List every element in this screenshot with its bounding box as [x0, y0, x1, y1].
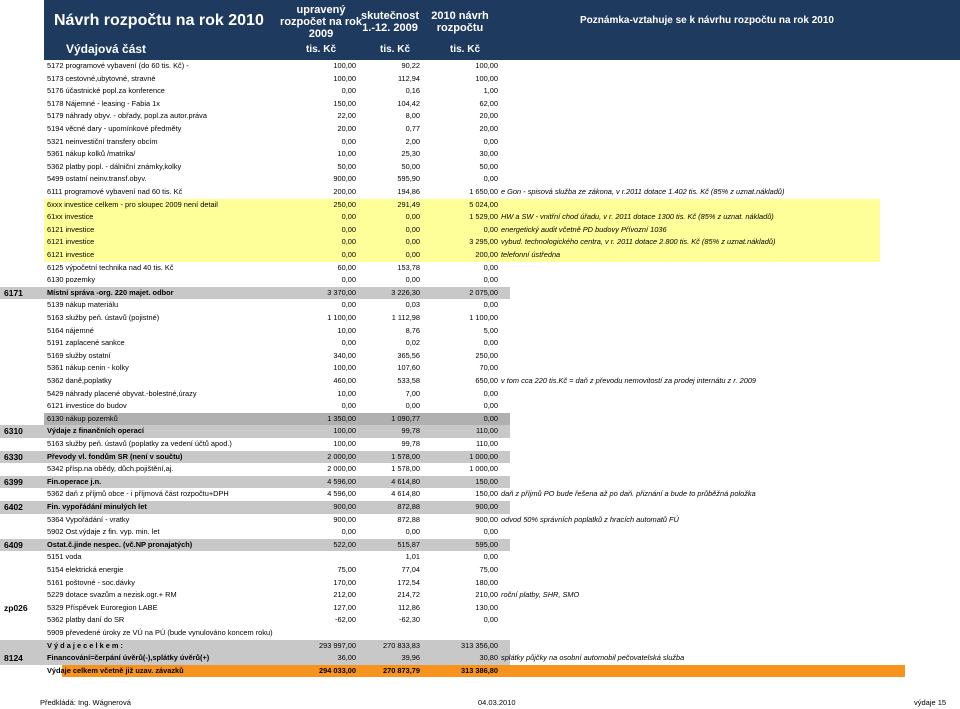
row-budget-2009: 0,00: [341, 136, 356, 146]
row-actual-2009: 291,49: [397, 199, 420, 209]
row-budget-2009: 293 997,00: [319, 640, 356, 650]
row-proposal-2010: 1 650,00: [469, 187, 498, 196]
row-actual-2009: 365,56: [397, 350, 420, 360]
row-proposal-2010: 250,00: [475, 350, 498, 360]
row-budget-2009: 0,00: [341, 338, 356, 348]
header-band: [44, 0, 960, 60]
table-row: [0, 640, 960, 653]
table-row: [0, 539, 960, 552]
row-proposal-2010: 900,00: [475, 502, 498, 511]
row-code: 6409: [4, 539, 23, 550]
row-budget-2009: 200,00: [333, 187, 356, 196]
row-label: 5151 voda: [47, 552, 82, 562]
row-label: Financování=čerpání úvěrů(-),splátky úvěrů(+): [47, 653, 210, 663]
table-row: [0, 110, 960, 123]
row-budget-2009: 1 100,00: [327, 313, 356, 322]
row-budget-2009: 100,00: [333, 439, 356, 448]
row-proposal-2010: 313 386,80: [461, 665, 498, 675]
row-label: 5173 cestovné,ubytovné, stravné: [47, 73, 156, 83]
table-row: [0, 173, 960, 186]
table-row: [0, 375, 960, 388]
table-row: [0, 501, 960, 514]
row-budget-2009: 2 000,00: [327, 451, 356, 461]
row-actual-2009: 872,88: [397, 514, 420, 524]
row-actual-2009: 77,04: [401, 565, 420, 574]
row-label: 5362 platby daní do SR: [47, 615, 125, 625]
row-label: 5194 věcné dary - upomínkové předměty: [47, 124, 182, 133]
row-label: 5179 náhrady obyv. - obřady, popl.za autor.práva: [47, 111, 207, 121]
table-row: [0, 476, 960, 489]
row-actual-2009: 153,78: [397, 262, 420, 272]
row-proposal-2010: 200,00: [475, 250, 498, 259]
row-label: 6130 nákup pozemků: [47, 413, 118, 423]
row-proposal-2010: 5,00: [483, 325, 498, 335]
row-budget-2009: 0,00: [341, 212, 356, 222]
row-label: 5161 poštovné - soc.dávky: [47, 577, 135, 587]
row-proposal-2010: 1 000,00: [469, 464, 498, 474]
table-row: [0, 564, 960, 577]
row-code: 8124: [4, 653, 23, 664]
table-row: [0, 350, 960, 363]
row-budget-2009: 0,00: [341, 86, 356, 96]
table-row: [0, 388, 960, 401]
row-proposal-2010: 100,00: [475, 73, 498, 83]
row-proposal-2010: 0,00: [483, 413, 498, 423]
table-row: [0, 514, 960, 527]
row-actual-2009: 515,87: [397, 539, 420, 549]
row-proposal-2010: 110,00: [475, 439, 498, 448]
row-note: energetický audit včetně PD budovy Přívozní 1036: [501, 224, 667, 234]
row-actual-2009: 112,94: [397, 73, 420, 83]
row-proposal-2010: 20,00: [479, 124, 498, 133]
row-budget-2009: 100,00: [333, 363, 356, 373]
row-proposal-2010: 0,00: [483, 136, 498, 146]
page-title: Návrh rozpočtu na rok 2010: [54, 12, 264, 29]
row-proposal-2010: 1 100,00: [469, 313, 498, 322]
table-row: [0, 451, 960, 464]
row-budget-2009: 100,00: [333, 61, 356, 70]
row-label: 5176 účastnické popl.za konference: [47, 86, 165, 96]
row-label: 6121 investice do budov: [47, 401, 127, 411]
row-proposal-2010: 0,00: [483, 552, 498, 562]
table-row: [0, 186, 960, 199]
row-proposal-2010: 5 024,00: [469, 199, 498, 209]
table-row: [0, 249, 960, 262]
table-row: [0, 551, 960, 564]
row-actual-2009: 39,96: [401, 653, 420, 663]
row-label: 5154 elektrická energie: [47, 565, 124, 574]
row-label: 5364 Vypořádání - vratky: [47, 514, 130, 524]
table-row: [0, 199, 960, 212]
row-actual-2009: -62,30: [399, 615, 420, 625]
table-row: [0, 123, 960, 136]
row-actual-2009: 0,00: [405, 527, 420, 537]
row-budget-2009: 75,00: [337, 565, 356, 574]
row-proposal-2010: 0,00: [483, 275, 498, 285]
row-code: zp026: [4, 602, 28, 613]
row-label: 5139 nákup materiálu: [47, 300, 119, 310]
row-actual-2009: 872,88: [397, 502, 420, 511]
table-row: [0, 236, 960, 249]
row-label: 5229 dotace svazům a nezisk.ogr.+ RM: [47, 590, 177, 600]
row-actual-2009: 0,77: [405, 124, 420, 133]
row-budget-2009: 294 033,00: [319, 665, 356, 675]
row-label: 5362 daň z příjmů obce - i příjmová část rozpočtu+DPH: [47, 489, 229, 499]
row-label: Výdaje celkem včetně již uzav. závazků: [47, 665, 184, 675]
table-row: [0, 614, 960, 627]
table-row: [0, 136, 960, 149]
row-note: splátky půjčky na osobní automobil pečovatelská služba: [501, 653, 685, 663]
row-label: 5163 služby peň. ústavů (pojistné): [47, 313, 160, 322]
row-proposal-2010: 210,00: [475, 590, 498, 600]
row-budget-2009: 0,00: [341, 275, 356, 285]
row-budget-2009: 20,00: [337, 124, 356, 133]
row-budget-2009: 50,00: [337, 161, 356, 171]
row-label: 5163 služby peň. ústavů (poplatky za vedení účtů apod.): [47, 439, 232, 448]
row-actual-2009: 25,30: [401, 149, 420, 159]
row-budget-2009: 522,00: [333, 539, 356, 549]
row-actual-2009: 8,00: [405, 111, 420, 121]
table-row: [0, 425, 960, 438]
row-proposal-2010: 0,00: [483, 527, 498, 537]
row-budget-2009: 60,00: [337, 262, 356, 272]
row-label: 6121 investice: [47, 250, 95, 259]
row-budget-2009: 900,00: [333, 502, 356, 511]
col-header-proposal-2010: 2010 návrh rozpočtu: [431, 10, 489, 34]
row-label: Výdaje z finančních operací: [47, 426, 144, 436]
row-actual-2009: 194,86: [397, 187, 420, 196]
row-actual-2009: 0,03: [405, 300, 420, 310]
row-code: 6399: [4, 476, 23, 487]
row-proposal-2010: 1 000,00: [469, 451, 498, 461]
table-row: [0, 148, 960, 161]
row-proposal-2010: 150,00: [475, 489, 498, 499]
row-actual-2009: 99,78: [401, 426, 420, 436]
row-budget-2009: 127,00: [333, 602, 356, 612]
row-actual-2009: 0,02: [405, 338, 420, 348]
row-proposal-2010: 3 295,00: [469, 237, 498, 247]
row-label: 5361 nákup kolků /matrika/: [47, 149, 136, 159]
row-budget-2009: 212,00: [333, 590, 356, 600]
row-label: Místní správa -org. 220 majet. odbor: [47, 287, 174, 297]
row-proposal-2010: 650,00: [475, 376, 498, 385]
row-actual-2009: 172,54: [397, 577, 420, 587]
table-row: [0, 400, 960, 413]
row-proposal-2010: 0,00: [483, 224, 498, 234]
row-proposal-2010: 0,00: [483, 338, 498, 348]
row-proposal-2010: 0,00: [483, 174, 498, 184]
row-budget-2009: 0,00: [341, 250, 356, 259]
row-proposal-2010: 180,00: [475, 577, 498, 587]
row-budget-2009: 250,00: [333, 199, 356, 209]
row-proposal-2010: 75,00: [479, 565, 498, 574]
row-actual-2009: 104,42: [397, 98, 420, 108]
row-proposal-2010: 20,00: [479, 111, 498, 121]
row-note: daň z příjmů PO bude řešena až po daň. přiznání a bude to průběžná položka: [501, 489, 756, 499]
row-label: 5902 Ost.výdaje z fin. vyp. min. let: [47, 527, 160, 537]
row-label: 6125 výpočetní technika nad 40 tis. Kč: [47, 262, 174, 272]
row-label: 61xx investice: [47, 212, 94, 222]
table-row: [0, 526, 960, 539]
row-actual-2009: 2,00: [405, 136, 420, 146]
row-actual-2009: 112,86: [397, 602, 420, 612]
row-actual-2009: 0,00: [405, 250, 420, 259]
unit-label-2: tis. Kč: [380, 44, 411, 55]
row-actual-2009: 1 090,77: [391, 413, 420, 423]
footer-author: Předkládá: Ing. Wágnerová: [40, 698, 131, 707]
table-row: [0, 337, 960, 350]
row-note: v tom cca 220 tis.Kč = daň z převodu nemovitostí za prodej internátu z r. 2009: [501, 376, 757, 385]
table-row: [0, 98, 960, 111]
row-budget-2009: 460,00: [333, 376, 356, 385]
row-label: 5164 nájemné: [47, 325, 94, 335]
row-proposal-2010: 0,00: [483, 300, 498, 310]
row-label: 6xxx investice celkem - pro sloupec 2009 není detail: [47, 199, 218, 209]
row-label: 5169 služby ostatní: [47, 350, 111, 360]
table-row: [0, 274, 960, 287]
row-actual-2009: 107,60: [397, 363, 420, 373]
table-row: [0, 312, 960, 325]
row-proposal-2010: 0,00: [483, 388, 498, 398]
row-proposal-2010: 0,00: [483, 401, 498, 411]
row-label: 6121 investice: [47, 237, 95, 247]
row-actual-2009: 1 578,00: [391, 451, 420, 461]
row-proposal-2010: 0,00: [483, 615, 498, 625]
row-label: 5429 náhrady placené obyvat.-bolestné,úrazy: [47, 388, 197, 398]
row-actual-2009: 0,00: [405, 401, 420, 411]
row-budget-2009: 150,00: [333, 98, 356, 108]
row-label: 5178 Nájemné - leasing - Fabia 1x: [47, 98, 160, 108]
row-actual-2009: 99,78: [401, 439, 420, 448]
table-row: [0, 665, 960, 678]
table-row: [0, 627, 960, 640]
unit-label-1: tis. Kč: [306, 44, 337, 55]
row-actual-2009: 533,58: [397, 376, 420, 385]
row-actual-2009: 4 614,80: [391, 489, 420, 499]
row-budget-2009: -62,00: [335, 615, 356, 625]
row-budget-2009: 10,00: [337, 325, 356, 335]
row-proposal-2010: 150,00: [475, 476, 498, 486]
col-header-budget-2009: upravený rozpočet na rok 2009: [280, 4, 362, 40]
table-row: [0, 224, 960, 237]
row-proposal-2010: 30,00: [479, 149, 498, 159]
row-budget-2009: 2 000,00: [327, 464, 356, 474]
col-header-actual-2009: skutečnost 1.-12. 2009: [360, 10, 420, 34]
row-actual-2009: 50,00: [401, 161, 420, 171]
table-row: [0, 325, 960, 338]
row-label: 5362 daně,poplatky: [47, 376, 112, 385]
row-proposal-2010: 0,00: [483, 262, 498, 272]
table-row: [0, 577, 960, 590]
row-actual-2009: 4 614,80: [391, 476, 420, 486]
row-actual-2009: 90,22: [401, 61, 420, 70]
table-row: [0, 262, 960, 275]
row-budget-2009: 0,00: [341, 237, 356, 247]
row-proposal-2010: 900,00: [475, 514, 498, 524]
row-actual-2009: 1 112,98: [391, 313, 420, 322]
row-actual-2009: 0,00: [405, 275, 420, 285]
footer-page: výdaje 15: [914, 698, 947, 707]
row-budget-2009: 0,00: [341, 401, 356, 411]
row-proposal-2010: 62,00: [479, 98, 498, 108]
footer-date: 04.03.2010: [478, 698, 516, 707]
row-note: roční platby, SHR, SMO: [501, 590, 580, 600]
row-code: 6171: [4, 287, 23, 298]
table-row: [0, 161, 960, 174]
row-actual-2009: 270 873,79: [383, 665, 420, 675]
row-label: Převody vl. fondům SR (není v součtu): [47, 451, 183, 461]
row-budget-2009: 0,00: [341, 224, 356, 234]
row-proposal-2010: 1,00: [483, 86, 498, 96]
row-proposal-2010: 2 075,00: [469, 287, 498, 297]
row-proposal-2010: 100,00: [475, 61, 498, 70]
row-budget-2009: 4 596,00: [327, 476, 356, 486]
row-budget-2009: 1 350,00: [327, 413, 356, 423]
row-budget-2009: 900,00: [333, 514, 356, 524]
row-label: 5191 zaplacené sankce: [47, 338, 125, 348]
row-proposal-2010: 1 529,00: [469, 212, 498, 222]
table-row: [0, 211, 960, 224]
row-proposal-2010: 70,00: [479, 363, 498, 373]
row-actual-2009: 270 833,83: [383, 640, 420, 650]
row-actual-2009: 3 226,30: [391, 287, 420, 297]
row-actual-2009: 0,00: [405, 237, 420, 247]
row-proposal-2010: 30,80: [479, 653, 498, 663]
row-actual-2009: 1 578,00: [391, 464, 420, 474]
row-budget-2009: 170,00: [333, 577, 356, 587]
table-row: [0, 60, 960, 73]
row-label: Fin. vypořádání minulých let: [47, 502, 147, 511]
table-row: [0, 488, 960, 501]
table-row: [0, 602, 960, 615]
row-budget-2009: 3 370,00: [327, 287, 356, 297]
row-label: 5362 platby popl. - dálniční známky,kolky: [47, 161, 182, 171]
row-label: Ostat.č.jinde nespec. (vč.NP pronajatých): [47, 539, 193, 549]
unit-label-3: tis. Kč: [450, 44, 481, 55]
row-code: 6310: [4, 426, 23, 437]
row-label: 5499 ostatní neinv.transf.obyv.: [47, 174, 147, 184]
row-budget-2009: 900,00: [333, 174, 356, 184]
row-actual-2009: 7,00: [405, 388, 420, 398]
row-label: 5342 přísp.na obědy, důch.pojištění,aj.: [47, 464, 174, 474]
row-actual-2009: 0,00: [405, 224, 420, 234]
row-budget-2009: 340,00: [333, 350, 356, 360]
row-proposal-2010: 50,00: [479, 161, 498, 171]
table-row: [0, 463, 960, 476]
row-code: 6402: [4, 502, 23, 512]
row-actual-2009: 0,16: [405, 86, 420, 96]
row-label: 5321 neinvestiční transfery obcím: [47, 136, 158, 146]
row-budget-2009: 100,00: [333, 426, 356, 436]
table-row: [0, 287, 960, 300]
row-budget-2009: 4 596,00: [327, 489, 356, 499]
row-budget-2009: 36,00: [337, 653, 356, 663]
row-proposal-2010: 595,00: [475, 539, 498, 549]
row-proposal-2010: 110,00: [475, 426, 498, 436]
row-actual-2009: 214,72: [397, 590, 420, 600]
row-label: 6111 programové vybavení nad 60 tis. Kč: [47, 187, 183, 196]
table-row: [0, 652, 960, 665]
table-row: [0, 362, 960, 375]
row-label: 6121 investice: [47, 224, 95, 234]
row-label: 5329 Příspěvek Euroregion LABE: [47, 602, 158, 612]
row-actual-2009: 1,01: [405, 552, 420, 562]
row-label: 5361 nákup cenin - kolky: [47, 363, 129, 373]
row-note: odvod 50% správních poplatků z hracích automatů FÚ: [501, 514, 679, 524]
row-budget-2009: 0,00: [341, 527, 356, 537]
row-note: telefonní ústředna: [501, 250, 561, 259]
row-proposal-2010: 313 356,00: [461, 640, 498, 650]
col-header-note: Poznámka-vztahuje se k návrhu rozpočtu na rok 2010: [580, 15, 834, 26]
row-note: e Gon - spisová služba ze zákona, v r.2011 dotace 1.402 tis. Kč (85% z uznat.nákladů): [501, 187, 785, 196]
table-row: [0, 413, 960, 426]
row-actual-2009: 8,76: [405, 325, 420, 335]
row-label: V ý d a j e c e l k e m :: [47, 640, 123, 650]
row-actual-2009: 595,90: [397, 174, 420, 184]
table-row: [0, 299, 960, 312]
row-label: 5909 převedené úroky ze VÚ na PÚ (bude vynulováno koncem roku): [47, 628, 273, 637]
row-label: Fin.operace j.n.: [47, 476, 102, 486]
row-label: 5172 programové vybavení (do 60 tis. Kč) -: [47, 61, 189, 70]
table-row: [0, 85, 960, 98]
row-budget-2009: 0,00: [341, 300, 356, 310]
row-note: HW a SW - vnitřní chod úřadu, v r. 2011 dotace 1300 tis. Kč (85% z uznat. nákladů): [501, 212, 774, 222]
table-row: [0, 438, 960, 451]
row-budget-2009: 22,00: [337, 111, 356, 121]
section-title: Výdajová část: [66, 42, 147, 56]
row-label: 6130 pozemky: [47, 275, 96, 285]
row-budget-2009: 10,00: [337, 388, 356, 398]
row-actual-2009: 0,00: [405, 212, 420, 222]
row-code: 6330: [4, 451, 23, 462]
row-proposal-2010: 130,00: [475, 602, 498, 612]
row-note: vybud. technologického centra, v r. 2011 dotace 2.800 tis. Kč (85% z uznat.nákladů): [501, 237, 776, 247]
table-row: [0, 73, 960, 86]
table-row: [0, 589, 960, 602]
row-budget-2009: 10,00: [337, 149, 356, 159]
row-budget-2009: 100,00: [333, 73, 356, 83]
